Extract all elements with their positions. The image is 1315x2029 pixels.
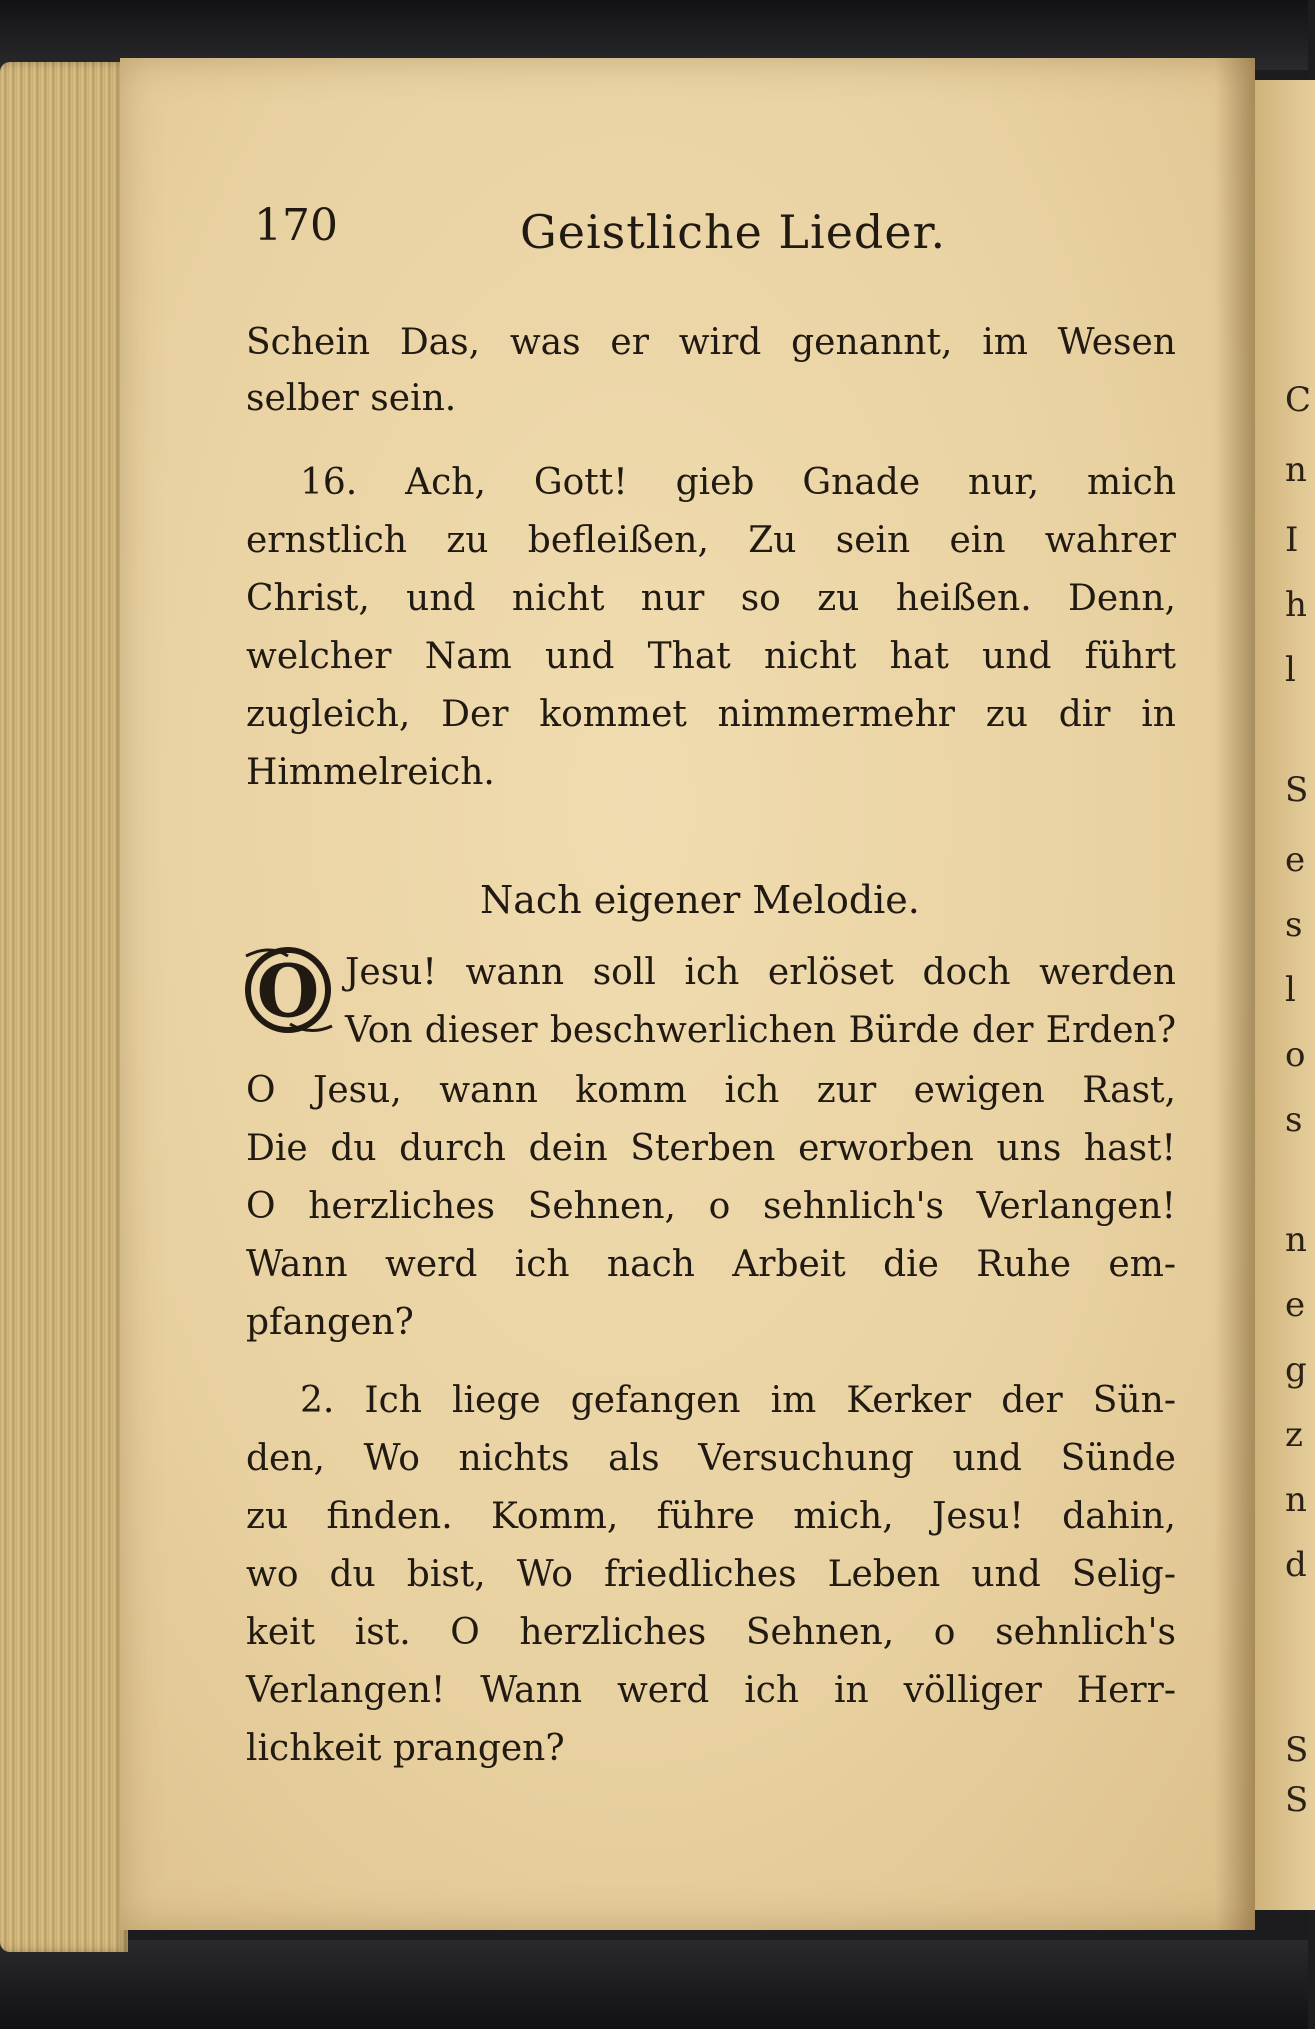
verse-line: Himmelreich. (246, 752, 495, 793)
facing-letter: d (1285, 1545, 1307, 1585)
facing-page-edge (1255, 80, 1315, 1910)
hymn-line: Wann werd ich nach Arbeit die Ruhe em- (246, 1244, 1176, 1285)
facing-letter: l (1285, 650, 1296, 690)
drop-cap-letter: O (256, 947, 320, 1033)
running-title: Geistliche Lieder. (520, 205, 947, 259)
facing-letter: C (1285, 380, 1312, 420)
melody-heading: Nach eigener Melodie. (480, 878, 920, 922)
facing-letter: n (1285, 450, 1307, 490)
facing-letter: n (1285, 1480, 1307, 1520)
hymn-line: Von dieser beschwerlichen Bürde der Erden? (345, 1010, 1176, 1051)
hymn-line: O Jesu, wann komm ich zur ewigen Rast, (246, 1070, 1176, 1111)
verse-line: Christ, und nicht nur so zu heißen. Denn, (246, 578, 1176, 619)
hymn-line: pfangen? (246, 1302, 414, 1343)
facing-letter: I (1285, 520, 1299, 560)
verse-line: zugleich, Der kommet nimmermehr zu dir in (246, 694, 1176, 735)
facing-letter: l (1285, 970, 1296, 1010)
page-number: 170 (254, 200, 338, 251)
verse-line: welcher Nam und That nicht hat und führt (246, 636, 1176, 677)
hymn-line: O herzliches Sehnen, o sehnlich's Verlangen! (246, 1186, 1176, 1227)
page-edges (0, 62, 128, 1952)
facing-letter: S (1285, 1780, 1309, 1820)
facing-letter: g (1285, 1350, 1307, 1390)
hymn-line: den, Wo nichts als Versuchung und Sünde (246, 1438, 1176, 1479)
hymn-line: 2. Ich liege gefangen im Kerker der Sün- (300, 1380, 1176, 1421)
hymn-line: Verlangen! Wann werd ich in völliger Herr- (246, 1670, 1176, 1711)
facing-letter: s (1285, 1100, 1303, 1140)
hymn-line: wo du bist, Wo friedliches Leben und Selig- (246, 1554, 1176, 1595)
hymn-line: keit ist. O herzliches Sehnen, o sehnlich's (246, 1612, 1176, 1653)
hymn-line: Die du durch dein Sterben erworben uns hast! (246, 1128, 1176, 1169)
text-line: Schein Das, was er wird genannt, im Wesen (246, 322, 1176, 363)
facing-letter: e (1285, 840, 1306, 880)
facing-letter: S (1285, 1730, 1309, 1770)
facing-letter: z (1285, 1415, 1303, 1455)
verse-line: ernstlich zu befleißen, Zu sein ein wahrer (246, 520, 1176, 561)
facing-letter: S (1285, 770, 1309, 810)
facing-letter: h (1285, 585, 1307, 625)
facing-letter: n (1285, 1220, 1307, 1260)
book-gutter (1215, 58, 1255, 1930)
drop-cap (240, 942, 336, 1038)
hymn-line: zu finden. Komm, führe mich, Jesu! dahin, (246, 1496, 1176, 1537)
book-cover-bottom (0, 1940, 1308, 2029)
hymn-line: lichkeit prangen? (246, 1728, 565, 1769)
verse-line: 16. Ach, Gott! gieb Gnade nur, mich (300, 462, 1176, 503)
facing-letter: e (1285, 1285, 1306, 1325)
facing-letter: o (1285, 1035, 1306, 1075)
facing-letter: s (1285, 905, 1303, 945)
hymn-line: Jesu! wann soll ich erlöset doch werden (345, 952, 1176, 993)
text-line: selber sein. (246, 378, 457, 419)
